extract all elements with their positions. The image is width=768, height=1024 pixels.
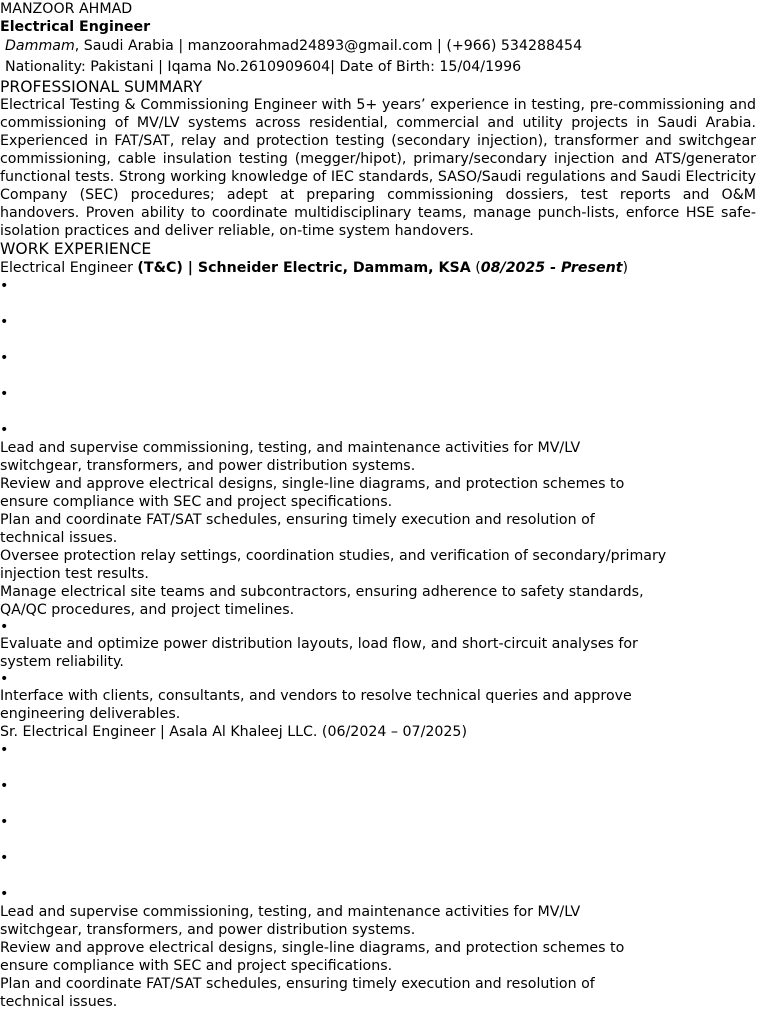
list-item: Review and approve electrical designs, single-line diagrams, and protection schemes to xyxy=(0,476,625,492)
bullet-marker: • xyxy=(0,422,9,438)
bullet-marker: • xyxy=(0,814,9,830)
list-item: Manage electrical site teams and subcontractors, ensuring adherence to safety standards, xyxy=(0,584,644,600)
list-item: ensure compliance with SEC and project specifications. xyxy=(0,958,393,974)
list-item: injection test results. xyxy=(0,566,149,582)
job1-close-paren: ) xyxy=(622,260,629,276)
bullet-marker: • xyxy=(0,350,9,366)
summary-text: Electrical Testing & Commissioning Engineer with 5+ years’ experience in testing, pre-commissioning and commissioning of MV/LV systems across residential, commercial and utility projects in Saudi Arabia. Experienced in FAT/SAT, relay and protection testing (secondary injection), transformer and switchgear commissioning, cable insulation testing (megger/hipot), primary/secondary injection and ATS/generator functional tests. Strong working knowledge of IEC standards, SASO/Saudi regulations and Saudi Electricity Company (SEC) procedures; adept at preparing commissioning dossiers, test reports and O&M handovers. Proven ability to coordinate multidisciplinary teams, manage punch-lists, enforce HSE safe-isolation practices and deliver reliable, on-time system handovers. xyxy=(0,97,756,239)
list-item: ensure compliance with SEC and project specifications. xyxy=(0,494,393,510)
list-item: engineering deliverables. xyxy=(0,706,181,722)
list-item: Lead and supervise commissioning, testing, and maintenance activities for MV/LV xyxy=(0,440,581,456)
candidate-name: MANZOOR AHMAD xyxy=(0,1,133,17)
job2-items xyxy=(0,903,760,1011)
bullet-marker: • xyxy=(0,386,9,402)
bullet-marker: • xyxy=(0,778,9,794)
bullet-marker: • xyxy=(0,314,9,330)
job1-dates: 08/2025 - Present xyxy=(480,260,623,276)
city: Dammam xyxy=(5,38,75,54)
bullet-marker: • xyxy=(0,886,9,902)
bullet-marker: • xyxy=(0,278,9,294)
list-item: Evaluate and optimize power distribution layouts, load flow, and short-circuit analyses for xyxy=(0,636,638,652)
phone: | (+966) 534288454 xyxy=(432,38,583,54)
list-item: switchgear, transformers, and power distribution systems. xyxy=(0,458,416,474)
list-item: Review and approve electrical designs, single-line diagrams, and protection schemes to xyxy=(0,940,625,956)
job1-role: Electrical Engineer xyxy=(0,260,138,276)
summary-heading: PROFESSIONAL SUMMARY xyxy=(0,78,203,96)
job1-header xyxy=(0,259,760,277)
list-item: QA/QC procedures, and project timelines. xyxy=(0,602,295,618)
experience-heading: WORK EXPERIENCE xyxy=(0,240,152,258)
country: , Saudi Arabia | xyxy=(74,38,188,54)
list-item: technical issues. xyxy=(0,994,118,1010)
bullet-marker: • xyxy=(0,671,9,687)
bullet-marker: • xyxy=(0,850,9,866)
candidate-title: Electrical Engineer xyxy=(0,19,151,35)
list-item: Plan and coordinate FAT/SAT schedules, ensuring timely execution and resolution of xyxy=(0,512,595,528)
job1-items xyxy=(0,439,760,619)
job2-header: Sr. Electrical Engineer | Asala Al Khaleej LLC. (06/2024 – 07/2025) xyxy=(0,724,467,740)
job1-open-paren: ( xyxy=(470,260,481,276)
list-item: switchgear, transformers, and power distribution systems. xyxy=(0,922,416,938)
list-item: Oversee protection relay settings, coordination studies, and verification of secondary/primary xyxy=(0,548,667,564)
job1-bullets xyxy=(0,277,760,439)
list-item: Plan and coordinate FAT/SAT schedules, ensuring timely execution and resolution of xyxy=(0,976,595,992)
contact-line xyxy=(0,36,760,57)
list-item: system reliability. xyxy=(0,654,124,670)
list-item: technical issues. xyxy=(0,530,118,546)
list-item: Interface with clients, consultants, and vendors to resolve technical queries and approve xyxy=(0,688,632,704)
email-link[interactable]: manzoorahmad24893@gmail.com xyxy=(187,38,433,54)
bullet-marker: • xyxy=(0,619,9,635)
job1-company: (T&C) | Schneider Electric, Dammam, KSA xyxy=(137,260,471,276)
job2-bullets xyxy=(0,741,760,903)
nationality-line: Nationality: Pakistani | Iqama No.2610909604| Date of Birth: 15/04/1996 xyxy=(5,59,522,75)
bullet-marker: • xyxy=(0,742,9,758)
list-item: Lead and supervise commissioning, testing, and maintenance activities for MV/LV xyxy=(0,904,581,920)
